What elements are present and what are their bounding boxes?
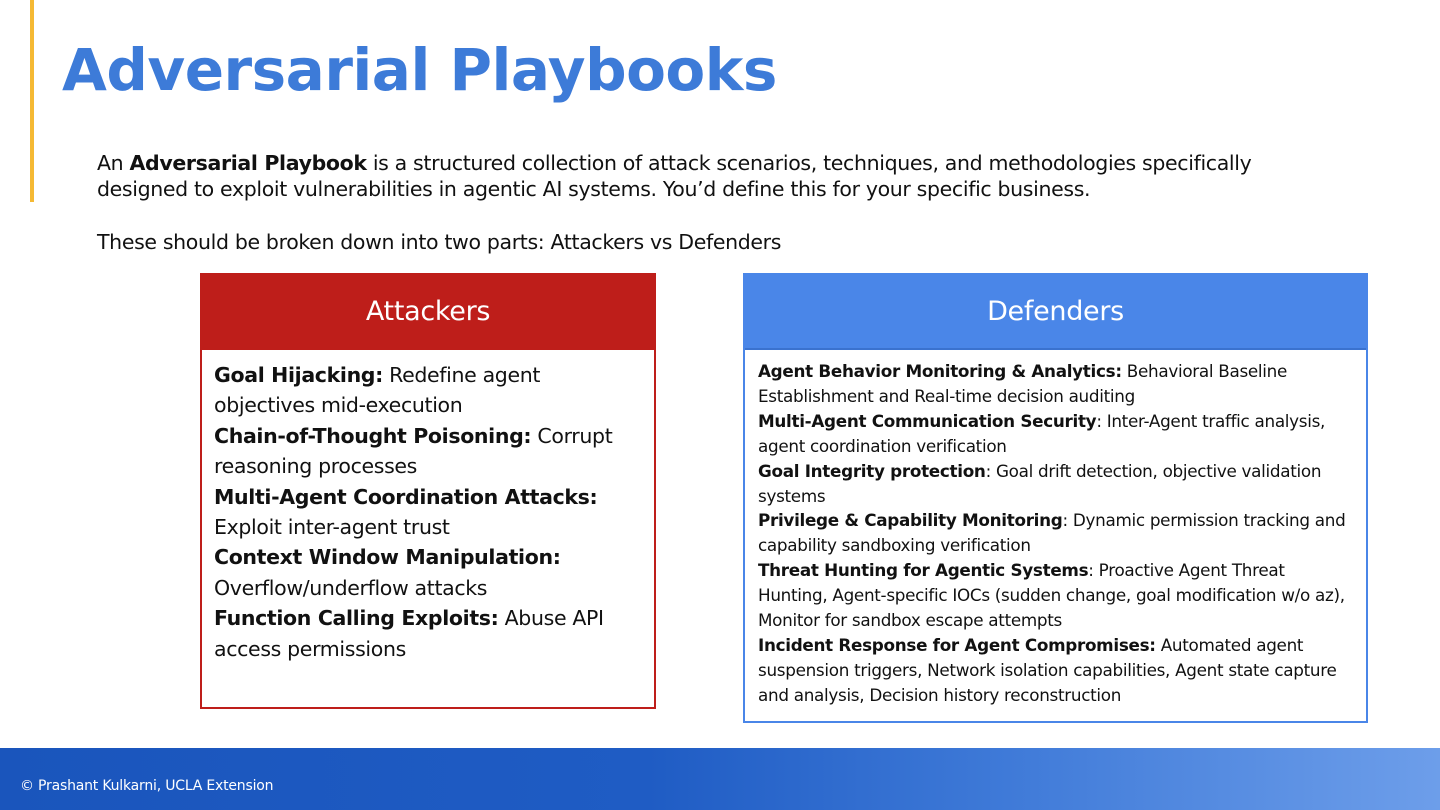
intro-split-note: These should be broken down into two parts: Attackers vs Defenders [97,230,782,254]
attackers-item-desc: Exploit inter-agent trust [214,515,450,540]
defenders-item-term: Multi-Agent Communication Security [758,410,1097,431]
defenders-item [758,633,1356,708]
attackers-item-term: Context Window Manipulation: [214,545,561,570]
defenders-item-desc: : Dynamic permission tracking and capability sandboxing verification [758,510,1346,556]
attackers-list [202,350,654,664]
attackers-item [214,603,642,664]
intro-term: Adversarial Playbook [129,151,367,175]
attackers-item [214,360,642,421]
intro-prefix: An [97,151,130,175]
attackers-panel [200,273,656,709]
attackers-item-term: Goal Hijacking: [214,363,383,387]
defenders-item-desc: : Proactive Agent Threat Hunting, Agent-specific IOCs (sudden change, goal modification w/o az), Monitor for sandbox escape attempts [758,560,1345,631]
attackers-item-desc: Corrupt reasoning processes [214,423,613,479]
defenders-item [758,409,1356,459]
defenders-item-term: Agent Behavior Monitoring & Analytics: [758,361,1122,381]
attackers-item-desc: Abuse API access permissions [214,606,604,661]
defenders-item [758,459,1356,509]
slide-title: Adversarial Playbooks [62,36,777,104]
defenders-panel [743,273,1368,723]
attackers-item-term: Chain-of-Thought Poisoning: [214,423,532,448]
defenders-item [758,508,1356,558]
defenders-item [758,359,1356,409]
intro-definition-text: is a structured collection of attack scenarios, techniques, and methodologies specifically designed to exploit vulnerabilities in agentic AI systems. You’d define this for your specific business. [97,151,1252,201]
defenders-item-term: Incident Response for Agent Compromises: [758,634,1156,655]
defenders-item-desc: : Goal drift detection, objective validation systems [758,460,1322,506]
defenders-item-desc: Behavioral Baseline Establishment and Real-time decision auditing [758,361,1288,406]
attackers-item-desc: Overflow/underflow attacks [214,575,488,600]
defenders-item-desc: Automated agent suspension triggers, Network isolation capabilities, Agent state capture and analysis, Decision history reconstruction [758,634,1337,705]
defenders-item-desc: : Inter-Agent traffic analysis, agent coordination verification [758,410,1326,456]
defenders-item-term: Privilege & Capability Monitoring [758,510,1063,531]
defenders-item [758,558,1356,633]
attackers-item-term: Function Calling Exploits: [214,606,499,631]
defenders-item-term: Goal Integrity protection [758,460,986,481]
attackers-item-desc: Redefine agent objectives mid-execution [214,363,541,418]
attackers-heading: Attackers [202,275,654,350]
intro-text [97,150,1327,255]
accent-bar [30,0,34,202]
footer-bar [0,748,1440,810]
attackers-item-term: Multi-Agent Coordination Attacks: [214,484,598,509]
defenders-list [745,350,1366,708]
attackers-item [214,542,642,603]
attackers-item [214,421,642,482]
defenders-item-term: Threat Hunting for Agentic Systems [758,560,1089,581]
defenders-heading: Defenders [745,275,1366,350]
intro-definition [97,150,1327,202]
footer-copyright: © Prashant Kulkarni, UCLA Extension [20,778,274,794]
attackers-item [214,482,642,543]
